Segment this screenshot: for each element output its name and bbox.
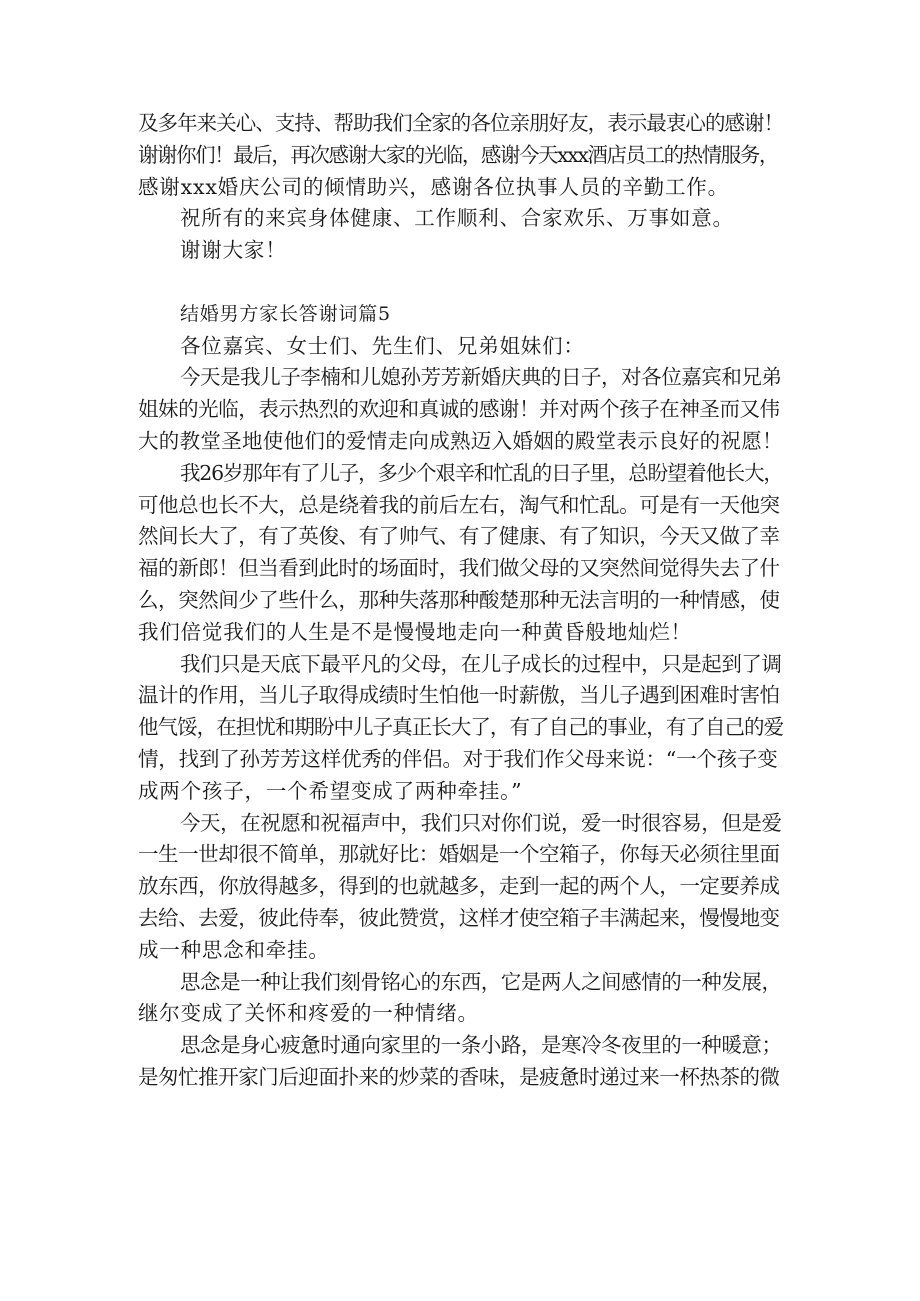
text-line: 大的教堂圣地使他们的爱情走向成熟迈入婚姻的殿堂表示良好的祝愿！ [138,428,783,453]
text-line: 思念是身心疲惫时通向家里的一条小路，是寒冷冬夜里的一种暖意； [180,1033,782,1058]
text-line: 成一种思念和牵挂。 [138,937,330,962]
text-line: 及多年来关心、支持、帮助我们全家的各位亲朋好友，表示最衷心的感谢！ [138,111,784,135]
paragraph-gap [138,267,784,299]
text-line: 姐妹的光临，表示热烈的欢迎和真诚的感谢！并对两个孩子在神圣而又伟 [138,397,780,422]
text-line: 情，找到了孙芳芳这样优秀的伴侣。对于我们作父母来说：“一个孩子变 [138,746,778,771]
text-line: 可他总也长不大，总是绕着我的前后左右，淘气和忙乱。可是有一天他突 [138,492,780,517]
text-line: 是匆忙推开家门后迎面扑来的炒菜的香味，是疲惫时递过来一杯热茶的微 [138,1064,780,1089]
text-line: 温计的作用，当儿子取得成绩时生怕他一时薪傲，当儿子遇到困难时害怕 [138,683,780,708]
text-line: 祝所有的来宾身体健康、工作顺利、合家欢乐、万事如意。 [180,206,734,231]
text-line: 谢谢大家！ [180,238,287,263]
text-line: 成两个孩子，一个希望变成了两种牵挂。” [138,778,523,803]
salutation-line: 各位嘉宾、女士们、先生们、兄弟姐妹们： [180,333,585,358]
text-line: 福的新郎！但当看到此时的场面时，我们做父母的又突然间觉得失去了什 [138,556,780,581]
text-line: 我们只是天底下最平凡的父母，在儿子成长的过程中，只是起到了调 [180,651,782,676]
text-line: 思念是一种让我们刻骨铭心的东西，它是两人之间感情的一种发展， [180,969,782,994]
text-line: 然间长大了，有了英俊、有了帅气、有了健康、有了知识，今天又做了幸 [138,524,780,549]
document-page [138,108,784,1094]
text-line: 么，突然间少了些什么，那种失落那种酸楚那种无法言明的一种情感，使 [138,587,780,612]
text-line: 我们倍觉我们的人生是不是慢慢地走向一种黄昏般地灿烂！ [138,619,692,644]
text-line: 继尔变成了关怀和疼爱的一种情绪。 [138,1001,479,1026]
text-line: 他气馁，在担忧和期盼中儿子真正长大了，有了自己的事业，有了自己的爱 [138,715,784,740]
text-line: 一生一世却很不简单，那就好比：婚姻是一个空箱子，你每天必须往里面 [138,842,780,867]
text-line: 去给、去爱，彼此侍奉，彼此赞赏，这样才使空箱子丰满起来，慢慢地变 [138,905,780,930]
text-line: 谢谢你们！最后，再次感谢大家的光临，感谢今天xxx酒店员工的热情服务， [138,142,778,167]
text-line: 感谢xxx婚庆公司的倾情助兴，感谢各位执事人员的辛勤工作。 [138,174,729,199]
text-line: 今天，在祝愿和祝福声中，我们只对你们说，爱一时很容易，但是爱 [180,810,782,835]
text-line: 今天是我儿子李楠和儿媳孙芳芳新婚庆典的日子，对各位嘉宾和兄弟 [180,365,782,390]
text-line: 我26岁那年有了儿子，多少个艰辛和忙乱的日子里，总盼望着他长大， [180,460,783,485]
section-heading: 结婚男方家长答谢词篇5 [180,302,391,325]
text-line: 放东西，你放得越多，得到的也就越多，走到一起的两个人，一定要养成 [138,874,780,899]
